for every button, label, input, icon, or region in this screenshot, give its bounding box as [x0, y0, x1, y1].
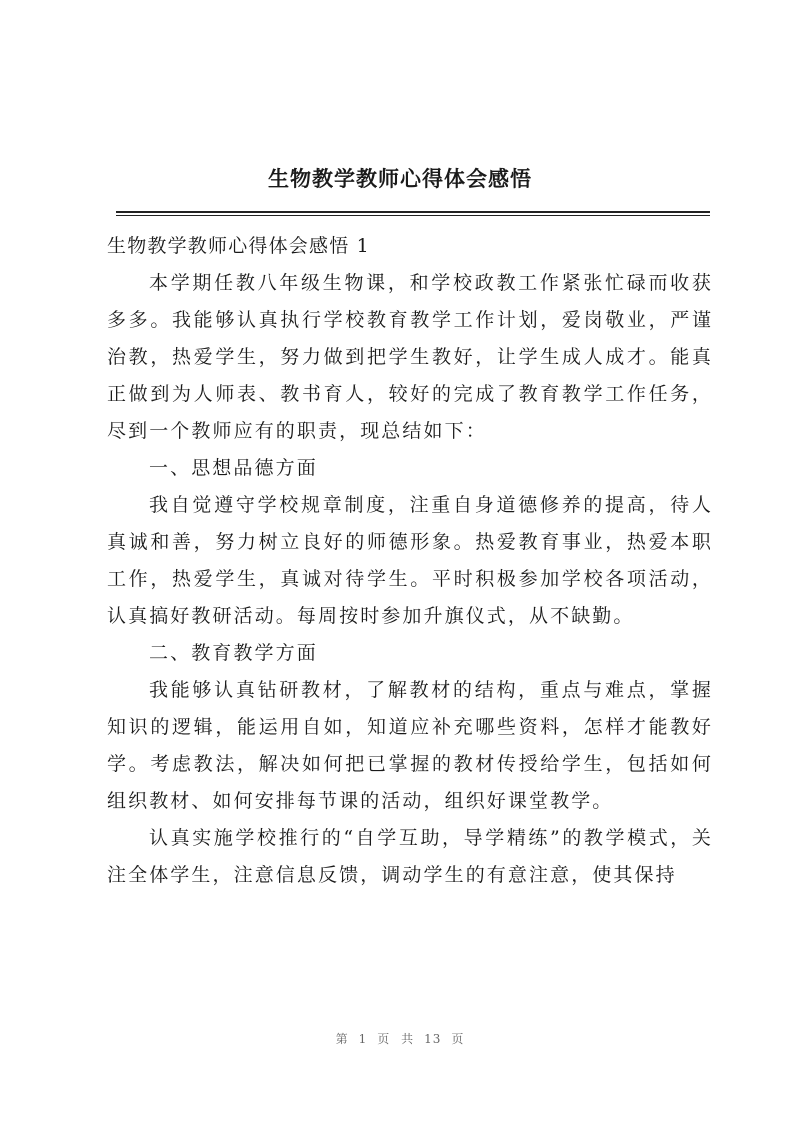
page-footer — [0, 1030, 800, 1047]
section-subtitle: 生物教学教师心得体会感悟 1 — [107, 235, 370, 257]
footer-page-number: 1 — [358, 1032, 368, 1046]
footer-middle: 页 共 — [377, 1032, 415, 1046]
document-title: 生物教学教师心得体会感悟 — [268, 166, 532, 191]
footer-suffix: 页 — [451, 1032, 465, 1046]
document-body — [107, 228, 713, 894]
title-divider-thin — [116, 215, 710, 216]
paragraph-teaching: 我能够认真钻研教材，了解教材的结构，重点与难点，掌握知识的逻辑，能运用自如，知道应补充哪些资料，怎样才能教好学。考虑教法，解决如何把已掌握的教材传授给学生，包括如何组织教材、如何安排每节课的活动，组织好课堂教学。 — [107, 679, 713, 812]
heading-moral: 一、思想品德方面 — [149, 457, 318, 479]
paragraph-moral: 我自觉遵守学校规章制度，注重自身道德修养的提高，待人真诚和善，努力树立良好的师德形象。热爱教育事业，热爱本职工作，热爱学生，真诚对待学生。平时积极参加学校各项活动，认真搞好教研活动。每周按时参加升旗仪式，从不缺勤。 — [107, 494, 713, 627]
heading-teaching: 二、教育教学方面 — [149, 642, 318, 664]
title-divider — [116, 211, 710, 213]
paragraph-intro: 本学期任教八年级生物课，和学校政教工作紧张忙碌而收获多多。我能够认真执行学校教育教学工作计划，爱岗敬业，严谨治教，热爱学生，努力做到把学生教好，让学生成人成才。能真正做到为人师表、教书育人，较好的完成了教育教学工作任务，尽到一个教师应有的职责，现总结如下： — [107, 272, 713, 442]
footer-total-pages: 13 — [424, 1032, 442, 1046]
footer-prefix: 第 — [335, 1032, 349, 1046]
paragraph-mode: 认真实施学校推行的“自学互助，导学精练”的教学模式，关注全体学生，注意信息反馈，调动学生的有意注意，使其保持 — [107, 827, 713, 886]
